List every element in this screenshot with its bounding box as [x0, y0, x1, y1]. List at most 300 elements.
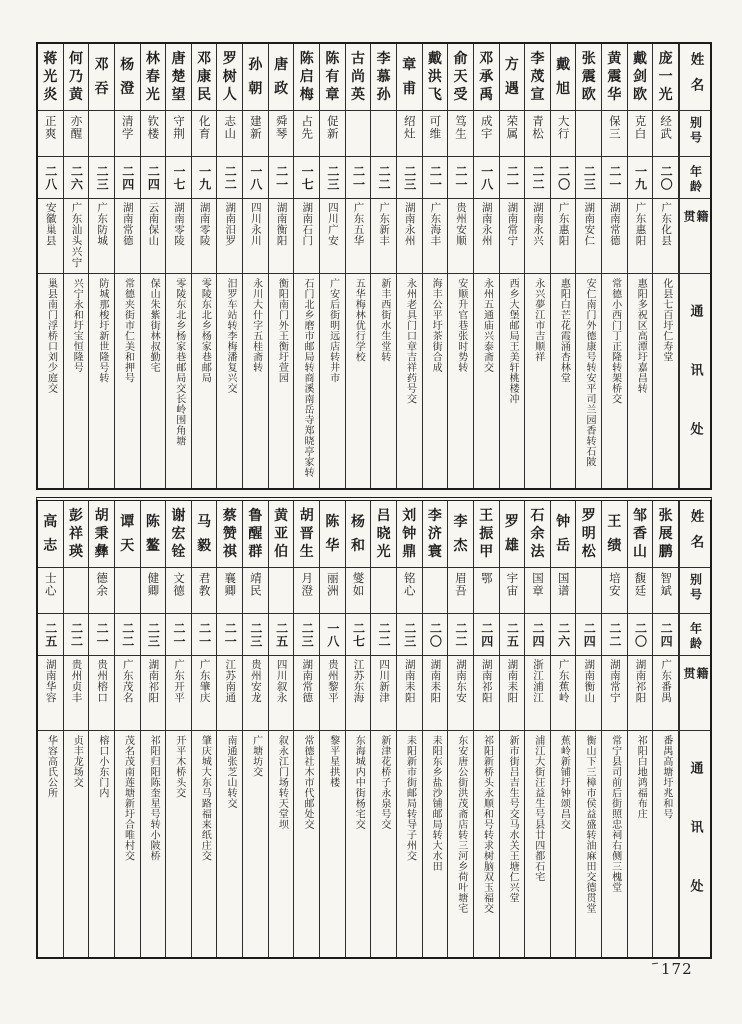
person-name: 黄 震 华	[607, 51, 622, 103]
person-alias: 志山	[223, 115, 238, 140]
person-native-place: 广东海丰	[429, 202, 442, 246]
person-column	[166, 501, 192, 957]
table-header-column	[679, 44, 710, 488]
person-native-place: 湖南永兴	[531, 202, 544, 246]
person-column	[474, 44, 500, 488]
person-name: 陈 启 梅	[299, 51, 314, 103]
person-age: 一七	[172, 164, 186, 191]
person-name: 罗 雄	[504, 514, 519, 554]
person-alias: 眉吾	[454, 572, 469, 597]
person-native-place: 贵州榕口	[96, 659, 109, 703]
person-column	[576, 44, 602, 488]
person-alias: 襄卿	[223, 572, 238, 597]
person-age: 二三	[300, 621, 315, 648]
person-name: 王 绩	[607, 514, 622, 554]
person-native-place: 广东惠阳	[634, 202, 647, 246]
person-alias: 保三	[607, 115, 622, 140]
header-native-place: 籍贯	[682, 667, 709, 699]
person-native-place: 安徽巢县	[44, 202, 57, 246]
person-age: 二二	[69, 621, 84, 648]
person-address: 常德夹街市仁美和押号	[122, 278, 134, 383]
person-name: 蒋 光 炎	[43, 51, 58, 103]
person-age: 二三	[582, 164, 597, 191]
person-native-place: 湖南华容	[44, 659, 57, 703]
person-alias: 舜琴	[274, 115, 289, 140]
person-age: 二四	[659, 621, 674, 648]
person-column	[448, 44, 474, 488]
person-address: 永川大什字五桂斋转	[250, 278, 262, 373]
person-age: 二三	[248, 621, 263, 648]
person-address: 衡阳南门外王衡圩萱园	[276, 278, 288, 383]
person-column	[320, 501, 346, 957]
person-native-place: 广东新丰	[378, 202, 391, 246]
person-native-place: 贵州贞丰	[70, 659, 83, 703]
person-native-place: 贵州黎平	[326, 659, 339, 703]
person-address: 安顺升官巷张时势转	[455, 278, 467, 373]
person-address: 番禺高塘圩兆和号	[660, 735, 672, 819]
directory-table-bottom	[36, 497, 712, 959]
person-age: 二二	[530, 164, 545, 191]
person-column	[269, 44, 295, 488]
person-age: 二四	[530, 621, 545, 648]
person-age: 二二	[120, 621, 135, 648]
person-alias: 克白	[633, 115, 648, 140]
person-column	[628, 501, 654, 957]
person-column	[371, 44, 397, 488]
person-column	[294, 44, 320, 488]
person-column	[346, 44, 372, 488]
person-native-place: 广东化县	[660, 202, 673, 246]
person-alias: 建新	[248, 115, 263, 140]
person-native-place: 湖南祁阳	[634, 659, 647, 703]
person-address: 常德社木市代邮处交	[301, 735, 313, 830]
person-name: 戴 洪 飞	[427, 51, 442, 103]
person-name: 陈 有 章	[325, 51, 340, 103]
person-name: 谭 天	[120, 514, 135, 554]
person-column	[38, 44, 64, 488]
person-columns	[38, 501, 679, 957]
person-name: 张 震 欧	[581, 51, 596, 103]
person-address: 石门北乡磨市邮局转商溪南岳寺郑晓亭家转	[301, 278, 313, 478]
person-native-place: 广东茂名	[121, 659, 134, 703]
person-name: 钟 岳	[556, 514, 571, 554]
person-age: 二一	[274, 164, 289, 191]
person-age: 二一	[505, 164, 520, 191]
person-age: 二五	[274, 621, 289, 648]
person-native-place: 湖南东安	[455, 659, 468, 703]
person-column	[243, 501, 269, 957]
person-alias: 丽洲	[325, 572, 340, 597]
person-name: 戴 剑 欧	[633, 51, 648, 103]
person-address: 开平木桥头交	[173, 735, 185, 798]
person-column	[602, 501, 628, 957]
person-age: 一八	[248, 164, 263, 191]
person-column	[243, 44, 269, 488]
person-name: 陈 鳌	[145, 514, 160, 554]
person-column	[448, 501, 474, 957]
person-column	[397, 44, 423, 488]
person-address: 汨罗车站转李梅潘复兴交	[225, 278, 237, 394]
header-name: 姓名	[687, 509, 704, 560]
person-name: 邓 康 民	[197, 51, 212, 103]
person-native-place: 浙江浦江	[531, 659, 544, 703]
person-address: 衡山下三樟市侯益盛转油麻田交德贯堂	[584, 735, 595, 914]
person-alias: 燮如	[351, 572, 366, 597]
person-native-place: 湖南安仁	[583, 202, 596, 246]
person-column	[628, 44, 654, 488]
person-address: 南通张芝山转交	[225, 735, 237, 809]
person-column	[166, 44, 192, 488]
person-name: 唐 政	[274, 57, 289, 97]
person-address: 新津花桥子永泉号交	[378, 735, 390, 830]
person-address: 祁阳新桥头永顺和号转求树脑双玉福交	[481, 735, 493, 914]
person-alias: 宇宙	[505, 572, 520, 597]
person-native-place: 湖南汨罗	[224, 202, 237, 246]
directory-table-top	[36, 42, 712, 490]
person-native-place: 湖南常德	[121, 202, 134, 246]
person-age: 二三	[402, 621, 417, 648]
person-address: 巢县南门浮桥口刘少庭交	[45, 278, 57, 394]
person-age: 二四	[479, 621, 494, 648]
person-address: 黎平星拱楼	[327, 735, 339, 788]
person-name: 胡 秉 彝	[94, 508, 109, 560]
person-address: 西乡大堡邮局王美轩桃楼冲	[507, 278, 519, 404]
person-age: 二四	[120, 164, 135, 191]
person-alias: 鄂	[479, 572, 494, 585]
person-native-place: 四川永川	[249, 202, 262, 246]
person-name: 彭 祥 瑛	[68, 508, 83, 560]
person-column	[551, 44, 577, 488]
person-alias: 国谱	[556, 572, 571, 597]
person-age: 二四	[582, 621, 597, 648]
person-alias: 君教	[197, 572, 212, 597]
person-name: 张 展 鹏	[658, 508, 673, 560]
person-age: 二一	[95, 621, 110, 648]
header-name: 姓名	[687, 52, 704, 103]
person-name: 罗 树 人	[222, 51, 237, 103]
person-name: 李 荗 宣	[530, 51, 545, 103]
person-name: 陈 华	[325, 514, 340, 554]
person-column	[423, 501, 449, 957]
person-age: 二二	[377, 621, 392, 648]
person-name: 俞 天 受	[453, 51, 468, 103]
person-column	[653, 44, 679, 488]
person-column	[89, 501, 115, 957]
person-column	[525, 44, 551, 488]
person-name: 戴 旭	[556, 57, 571, 97]
person-native-place: 湖南衡山	[583, 659, 596, 703]
person-name: 邹 香 山	[633, 508, 648, 560]
person-age: 二一	[351, 164, 366, 191]
person-column	[294, 501, 320, 957]
person-native-place: 广东汕头兴宁	[70, 202, 83, 268]
person-name: 唐 楚 望	[171, 51, 186, 103]
person-address: 广塘坊交	[250, 735, 262, 777]
person-name: 刘 钟 鼎	[402, 508, 417, 560]
person-column	[64, 44, 90, 488]
person-address: 贞丰龙场交	[71, 735, 83, 788]
person-column	[217, 44, 243, 488]
person-alias: 占先	[300, 115, 315, 140]
header-address: 通讯处	[687, 761, 703, 938]
person-address: 惠阳白芒花霞涌杏林堂	[558, 278, 570, 383]
person-column	[192, 44, 218, 488]
person-native-place: 云南保山	[147, 202, 160, 246]
person-age: 一九	[197, 164, 212, 191]
person-address: 耒阳东乡盐沙铺邮局转大水田	[430, 735, 442, 872]
person-native-place: 湖南耒阳	[403, 659, 416, 703]
header-native-place: 籍贯	[682, 210, 709, 242]
person-age: 二一	[172, 621, 186, 648]
person-alias: 荣属	[505, 115, 520, 140]
person-address: 东安唐公街洪茂斋店转三河乡荷叶塘宅	[455, 735, 467, 914]
person-column	[551, 501, 577, 957]
person-alias: 月澄	[300, 572, 315, 597]
person-age: 二一	[607, 164, 622, 191]
scan-mark	[652, 963, 658, 965]
person-address: 常宁县司前后街照忠祠右侧三槐堂	[609, 735, 621, 893]
person-age: 二〇	[633, 621, 648, 648]
person-address: 东海城内中街杨宅交	[353, 735, 365, 830]
person-name: 石 余 法	[530, 508, 545, 560]
person-column	[192, 501, 218, 957]
person-age: 二三	[325, 164, 340, 191]
person-address: 零陵东北乡杨家巷邮局交长岭围角塘	[173, 278, 185, 446]
person-age: 二一	[223, 621, 238, 648]
person-name: 林 春 光	[145, 51, 160, 103]
person-address: 浦江大街汪益生号县廿四都石宅	[532, 735, 544, 882]
person-name: 方 遇	[504, 57, 519, 97]
person-address: 常德小西门丁正隆转架桥交	[609, 278, 621, 404]
person-native-place: 江苏南通	[224, 659, 237, 703]
person-address: 祁阳白地鸿福布庄	[635, 735, 647, 819]
person-age: 二四	[146, 164, 161, 191]
person-address: 华容高氏公所	[45, 735, 57, 798]
person-native-place: 湖南常德	[608, 202, 621, 246]
person-address: 祁阳归阳陈奎星号转小陂桥	[148, 735, 160, 861]
person-age: 二六	[69, 164, 84, 191]
person-column	[115, 501, 141, 957]
person-name: 李 杰	[453, 514, 468, 554]
person-name: 马 毅	[197, 514, 212, 554]
person-alias: 促新	[325, 115, 340, 140]
person-alias: 青松	[530, 115, 545, 140]
person-column	[320, 44, 346, 488]
person-alias: 智斌	[659, 572, 674, 597]
person-alias: 绍灶	[402, 115, 417, 140]
person-native-place: 湖南祁阳	[480, 659, 493, 703]
person-age: 二二	[377, 164, 392, 191]
person-age: 二五	[43, 621, 58, 648]
person-age: 一七	[300, 164, 315, 191]
person-age: 一八	[325, 621, 340, 648]
header-alias: 别号	[688, 573, 703, 603]
person-name: 邓 承 禹	[479, 51, 494, 103]
person-age: 二二	[607, 621, 622, 648]
person-name: 高 志	[43, 514, 58, 554]
person-column	[89, 44, 115, 488]
person-address: 新丰西街水生堂转	[378, 278, 390, 362]
person-age: 二二	[454, 621, 469, 648]
header-alias: 别号	[688, 116, 703, 146]
person-alias: 成宇	[479, 115, 494, 140]
person-address: 新市街吕吉生号交马水关王塘仁兴堂	[507, 735, 519, 903]
person-alias: 亦醒	[69, 115, 84, 140]
person-column	[397, 501, 423, 957]
person-alias: 大行	[556, 115, 571, 140]
person-name: 庞 一 光	[658, 51, 673, 103]
person-native-place: 广东防城	[96, 202, 109, 246]
person-native-place: 湖南永州	[403, 202, 416, 246]
person-column	[602, 44, 628, 488]
person-alias: 笃生	[454, 115, 469, 140]
person-age: 二一	[197, 621, 212, 648]
person-column	[38, 501, 64, 957]
person-name: 鲁 醒 群	[248, 508, 263, 560]
person-alias: 文德	[172, 572, 186, 597]
person-native-place: 湖南常德	[301, 659, 314, 703]
person-name: 罗 明 松	[581, 508, 596, 560]
person-native-place: 四川新津	[378, 659, 391, 703]
person-address: 耒阳新市街邮局转导子州交	[404, 735, 416, 861]
person-name: 杨 和	[350, 514, 365, 554]
person-alias: 靖民	[248, 572, 263, 597]
person-alias: 钦楼	[146, 115, 161, 140]
person-age: 二一	[428, 164, 443, 191]
person-column	[371, 501, 397, 957]
person-column	[525, 501, 551, 957]
person-column	[115, 44, 141, 488]
person-native-place: 湖南常宁	[608, 659, 621, 703]
person-native-place: 贵州安顺	[455, 202, 468, 246]
person-alias: 培安	[607, 572, 622, 597]
header-address: 通讯处	[687, 304, 703, 481]
person-name: 吕 晓 光	[376, 508, 391, 560]
person-alias: 馥廷	[633, 572, 648, 597]
person-native-place: 湖南永州	[480, 202, 493, 246]
person-name: 胡 晋 生	[299, 508, 314, 560]
person-age: 二一	[454, 164, 469, 191]
person-name: 蔡 赞 祺	[222, 508, 237, 560]
person-address: 化县七百圩仁寿堂	[660, 278, 672, 362]
person-age: 一九	[633, 164, 648, 191]
person-column	[500, 501, 526, 957]
person-age: 二三	[402, 164, 417, 191]
table-header-column	[679, 501, 710, 957]
person-name: 王 振 甲	[479, 508, 494, 560]
person-address: 蕉岭新铺圩钟颂昌交	[558, 735, 570, 830]
header-age: 年龄	[688, 165, 703, 195]
person-age: 二三	[146, 621, 161, 648]
person-address: 防城那梭圩新世隆号转	[96, 278, 108, 383]
person-age: 二〇	[428, 621, 443, 648]
person-name: 何 乃 黄	[68, 51, 83, 103]
person-native-place: 湖南耒阳	[429, 659, 442, 703]
person-age: 二〇	[556, 164, 571, 191]
person-address: 肇庆城大东马路福来纸庄交	[199, 735, 211, 861]
person-native-place: 湖南石门	[301, 202, 314, 246]
person-name: 黄 亚 伯	[274, 508, 289, 560]
person-address: 广安后街明远店转井市	[327, 278, 339, 383]
person-address: 海丰公平圩茶街合成	[430, 278, 442, 373]
person-native-place: 广东番禺	[660, 659, 673, 703]
person-address: 永州老具门口章吉祥药号交	[404, 278, 416, 404]
person-alias: 守荆	[172, 115, 186, 140]
person-columns	[38, 44, 679, 488]
person-address: 保山朱紫街林叔勤宅	[148, 278, 160, 373]
person-age: 二二	[223, 164, 238, 191]
person-address: 兴宁永和圩宝恒隆号	[71, 278, 83, 373]
person-age: 一八	[479, 164, 494, 191]
person-alias: 铭心	[402, 572, 417, 597]
person-alias: 可维	[428, 115, 443, 140]
person-native-place: 湖南衡阳	[275, 202, 288, 246]
person-native-place: 广东惠阳	[557, 202, 570, 246]
person-age: 二三	[95, 164, 110, 191]
person-name: 孙 朝	[248, 57, 263, 97]
person-alias: 德余	[95, 572, 110, 597]
person-address: 零陵东北乡杨家巷邮局	[199, 278, 211, 383]
person-column	[474, 501, 500, 957]
person-native-place: 广东蕉岭	[557, 659, 570, 703]
page-number: 172	[652, 960, 693, 978]
person-alias: 清学	[120, 115, 135, 140]
person-address: 永兴夢江市吉顺祥	[532, 278, 544, 362]
person-column	[423, 44, 449, 488]
person-alias: 士心	[43, 572, 58, 597]
person-alias: 经武	[659, 115, 674, 140]
person-age: 二七	[351, 621, 366, 648]
person-native-place: 四川广安	[326, 202, 339, 246]
person-age: 二八	[43, 164, 58, 191]
person-native-place: 湖南零陵	[173, 202, 185, 246]
person-name: 李 济 寰	[427, 508, 442, 560]
person-native-place: 广东开平	[173, 659, 185, 703]
person-column	[141, 501, 167, 957]
person-age: 二六	[556, 621, 571, 648]
person-column	[500, 44, 526, 488]
person-alias: 国章	[530, 572, 545, 597]
person-native-place: 江苏东海	[352, 659, 365, 703]
header-age: 年龄	[688, 622, 703, 652]
person-address: 惠阳多祝区高潭圩嘉昌转	[635, 278, 647, 394]
person-age: 二五	[505, 621, 520, 648]
person-native-place: 贵州安龙	[249, 659, 262, 703]
person-address: 叙永江门场转天堂坝	[276, 735, 288, 830]
person-address: 永州五通庙兴泰斋交	[481, 278, 493, 373]
person-native-place: 湖南常宁	[506, 202, 519, 246]
person-column	[269, 501, 295, 957]
person-age: 二〇	[659, 164, 674, 191]
person-column	[576, 501, 602, 957]
person-alias: 正爽	[43, 115, 58, 140]
person-address: 五华梅林优行学校	[353, 278, 365, 362]
person-native-place: 广东五华	[352, 202, 365, 246]
person-alias: 健卿	[146, 572, 161, 597]
person-address: 安仁南门外德康号转安平司兰园香转石陂	[584, 278, 595, 467]
person-native-place: 湖南祁阳	[147, 659, 160, 703]
person-name: 章 甫	[402, 57, 417, 97]
person-column	[141, 44, 167, 488]
person-column	[64, 501, 90, 957]
person-native-place: 广东肇庆	[198, 659, 211, 703]
person-native-place: 四川叙永	[275, 659, 288, 703]
person-name: 谢 宏 铨	[171, 508, 186, 560]
person-native-place: 湖南耒阳	[506, 659, 519, 703]
person-name: 古 尚 英	[350, 51, 365, 103]
person-address: 榕口小东门内	[96, 735, 108, 798]
person-native-place: 湖南零陵	[198, 202, 211, 246]
